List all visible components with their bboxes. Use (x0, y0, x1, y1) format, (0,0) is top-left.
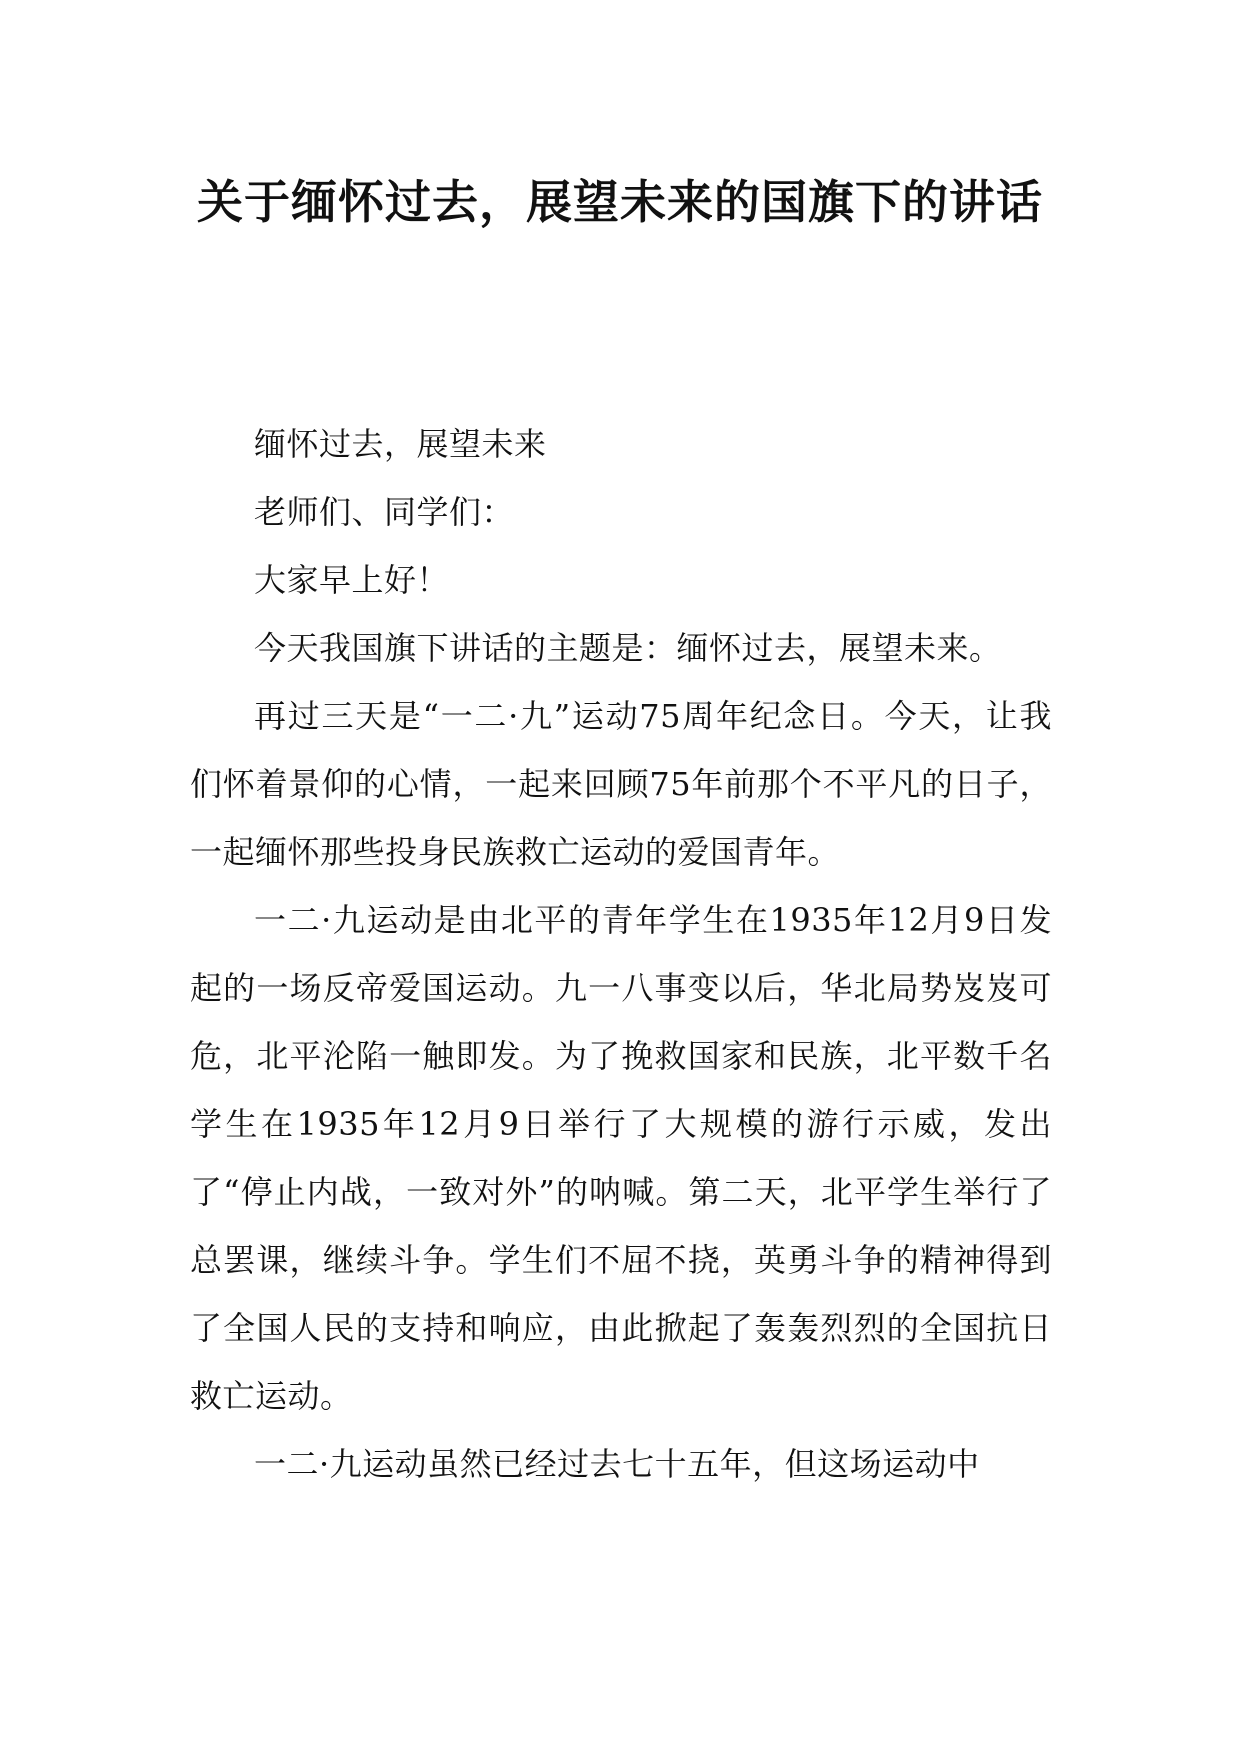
paragraph-salutation: 老师们、同学们： (254, 493, 515, 531)
paragraph-history: 一二·九运动是由北平的青年学生在1935年12月9日发起的一场反帝爱国运动。九一八事变以后，华北局势岌岌可危，北平沦陷一触即发。为了挽救国家和民族，北平数千名学生在1935年12月9日举行了大规模的游行示威，发出了“停止内战，一致对外”的呐喊。第二天，北平学生举行了总罢课，继续斗争。学生们不屈不挠，英勇斗争的精神得到了全国人民的支持和响应，由此掀起了轰轰烈烈的全国抗日救亡运动。 (190, 901, 1052, 1415)
paragraph-theme: 今天我国旗下讲话的主题是：缅怀过去，展望未来。 (254, 629, 1002, 667)
document-title: 关于缅怀过去，展望未来的国旗下的讲话 (197, 175, 1043, 229)
paragraph-anniversary: 再过三天是“一二·九”运动75周年纪念日。今天，让我们怀着景仰的心情，一起来回顾75年前那个不平凡的日子，一起缅怀那些投身民族救亡运动的爱国青年。 (190, 697, 1052, 871)
paragraph-subtitle: 缅怀过去，展望未来 (254, 425, 547, 463)
paragraph-continuation: 一二·九运动虽然已经过去七十五年，但这场运动中 (254, 1445, 980, 1483)
paragraph-greeting: 大家早上好！ (254, 561, 450, 599)
document-body (190, 410, 1052, 1498)
